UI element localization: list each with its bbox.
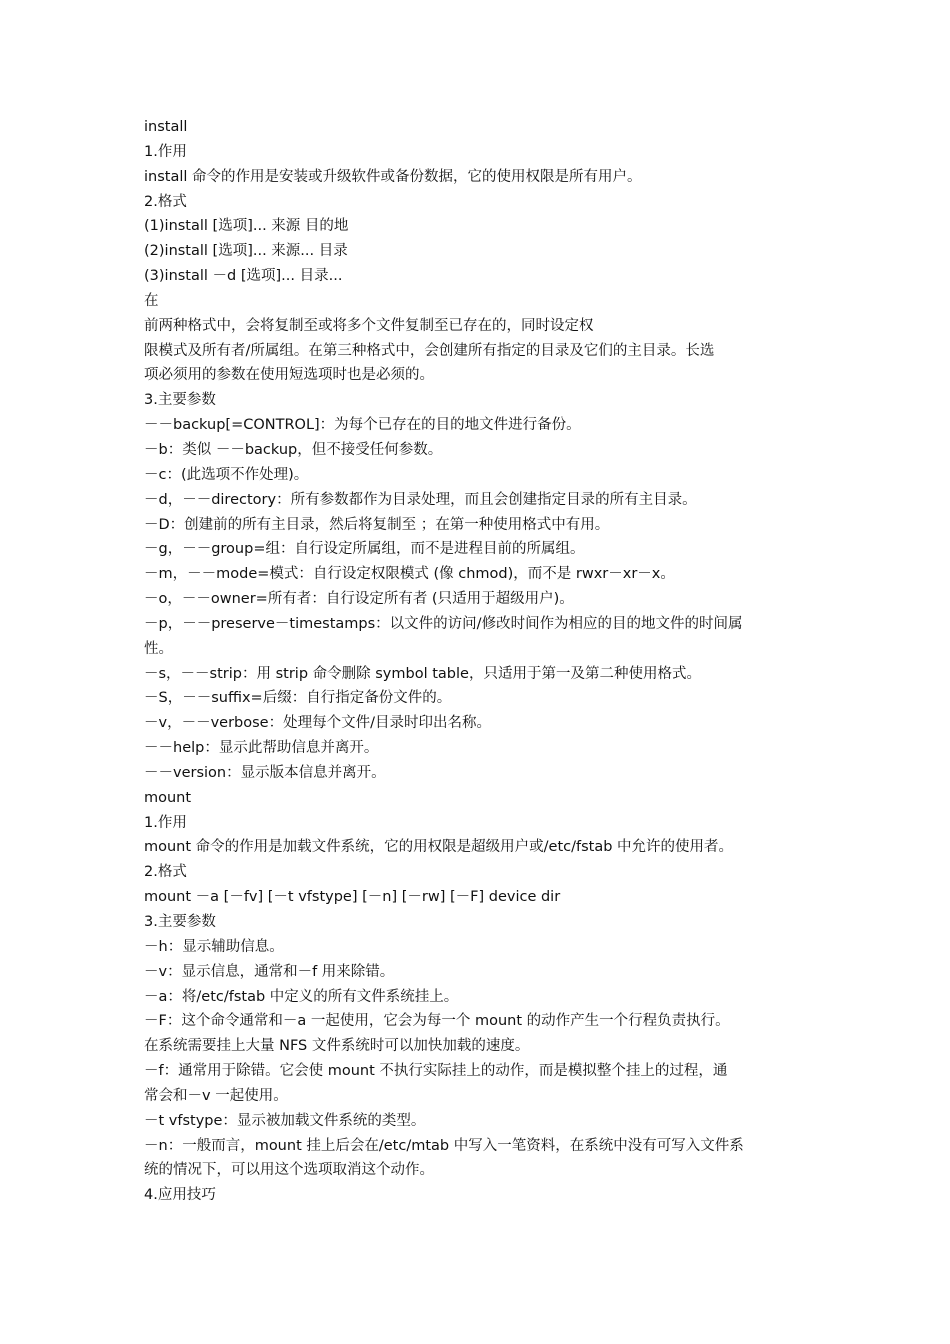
paragraph-line: 前两种格式中，会将复制至或将多个文件复制至已存在的，同时设定权 xyxy=(144,317,594,334)
section-heading: 4.应用技巧 xyxy=(144,1187,216,1204)
option-line: －d，－－directory：所有参数都作为目录处理，而且会创建指定目录的所有主目录。 xyxy=(144,491,697,508)
paragraph-line: 项必须用的参数在使用短选项时也是必须的。 xyxy=(144,367,434,384)
section-heading: 2.格式 xyxy=(144,864,187,881)
option-line: 性。 xyxy=(144,640,173,657)
option-line: －o，－－owner=所有者：自行设定所有者 (只适用于超级用户)。 xyxy=(144,591,574,608)
paragraph-line: 在 xyxy=(144,292,159,309)
section-heading: 1.作用 xyxy=(144,143,187,160)
option-line: －D：创建前的所有主目录，然后将复制至 ；在第一种使用格式中有用。 xyxy=(144,516,610,533)
section-heading: 1.作用 xyxy=(144,814,187,831)
option-line: 在系统需要挂上大量 NFS 文件系统时可以加快加载的速度。 xyxy=(144,1038,530,1055)
option-line: －v，－－verbose：处理每个文件/目录时印出名称。 xyxy=(144,715,491,732)
heading-mount: mount xyxy=(144,789,192,806)
section-heading: 3.主要参数 xyxy=(144,914,216,930)
section-heading: 3.主要参数 xyxy=(144,392,216,409)
paragraph-line: mount 命令的作用是加载文件系统，它的用权限是超级用户或/etc/fstab 中允许的使用者。 xyxy=(144,839,734,856)
option-line: －t vfstype：显示被加载文件系统的类型。 xyxy=(144,1112,426,1129)
option-line: －v：显示信息，通常和－f 用来除错。 xyxy=(144,963,395,980)
syntax-line: (1)install [选项]... 来源 目的地 xyxy=(144,218,349,235)
section-heading: 2.格式 xyxy=(144,193,187,210)
option-line: －F：这个命令通常和－a 一起使用，它会为每一个 mount 的动作产生一个行程负责执行。 xyxy=(144,1013,730,1030)
option-line: －p，－－preserve－timestamps：以文件的访问/修改时间作为相应的目的地文件的时间属 xyxy=(144,615,743,632)
option-line: －S，－－suffix=后缀：自行指定备份文件的。 xyxy=(144,690,452,707)
option-line: －c：(此选项不作处理)。 xyxy=(144,466,309,483)
heading-install: install xyxy=(144,119,188,135)
option-line: －－help：显示此帮助信息并离开。 xyxy=(144,740,379,757)
document-body xyxy=(144,115,810,1208)
paragraph-line: install 命令的作用是安装或升级软件或备份数据，它的使用权限是所有用户。 xyxy=(144,168,642,185)
option-line: －n：一般而言，mount 挂上后会在/etc/mtab 中写入一笔资料，在系统中没有可写入文件系 xyxy=(144,1137,744,1154)
syntax-line: (2)install [选项]... 来源... 目录 xyxy=(144,243,348,260)
option-line: －b：类似 －－backup，但不接受任何参数。 xyxy=(144,441,443,458)
paragraph-line: 限模式及所有者/所属组。在第三种格式中，会创建所有指定的目录及它们的主目录。长选 xyxy=(144,342,715,359)
option-line: －f：通常用于除错。它会使 mount 不执行实际挂上的动作，而是模拟整个挂上的过程，通 xyxy=(144,1063,728,1080)
option-line: －－version：显示版本信息并离开。 xyxy=(144,764,386,781)
option-line: 常会和－v 一起使用。 xyxy=(144,1087,288,1104)
option-line: －m，－－mode=模式：自行设定权限模式 (像 chmod)，而不是 rwxr－xr－x。 xyxy=(144,566,675,583)
syntax-line: mount －a [－fv] [－t vfstype] [－n] [－rw] [－F] device dir xyxy=(144,889,561,906)
option-line: －g，－－group=组：自行设定所属组，而不是进程目前的所属组。 xyxy=(144,541,585,558)
syntax-line: (3)install －d [选项]... 目录... xyxy=(144,268,343,285)
option-line: －h：显示辅助信息。 xyxy=(144,938,284,955)
option-line: －a：将/etc/fstab 中定义的所有文件系统挂上。 xyxy=(144,988,459,1005)
option-line: －s，－－strip：用 strip 命令删除 symbol table，只适用于第一及第二种使用格式。 xyxy=(144,665,701,682)
option-line: 统的情况下，可以用这个选项取消这个动作。 xyxy=(144,1162,434,1179)
option-line: －－backup[=CONTROL]：为每个已存在的目的地文件进行备份。 xyxy=(144,417,581,434)
